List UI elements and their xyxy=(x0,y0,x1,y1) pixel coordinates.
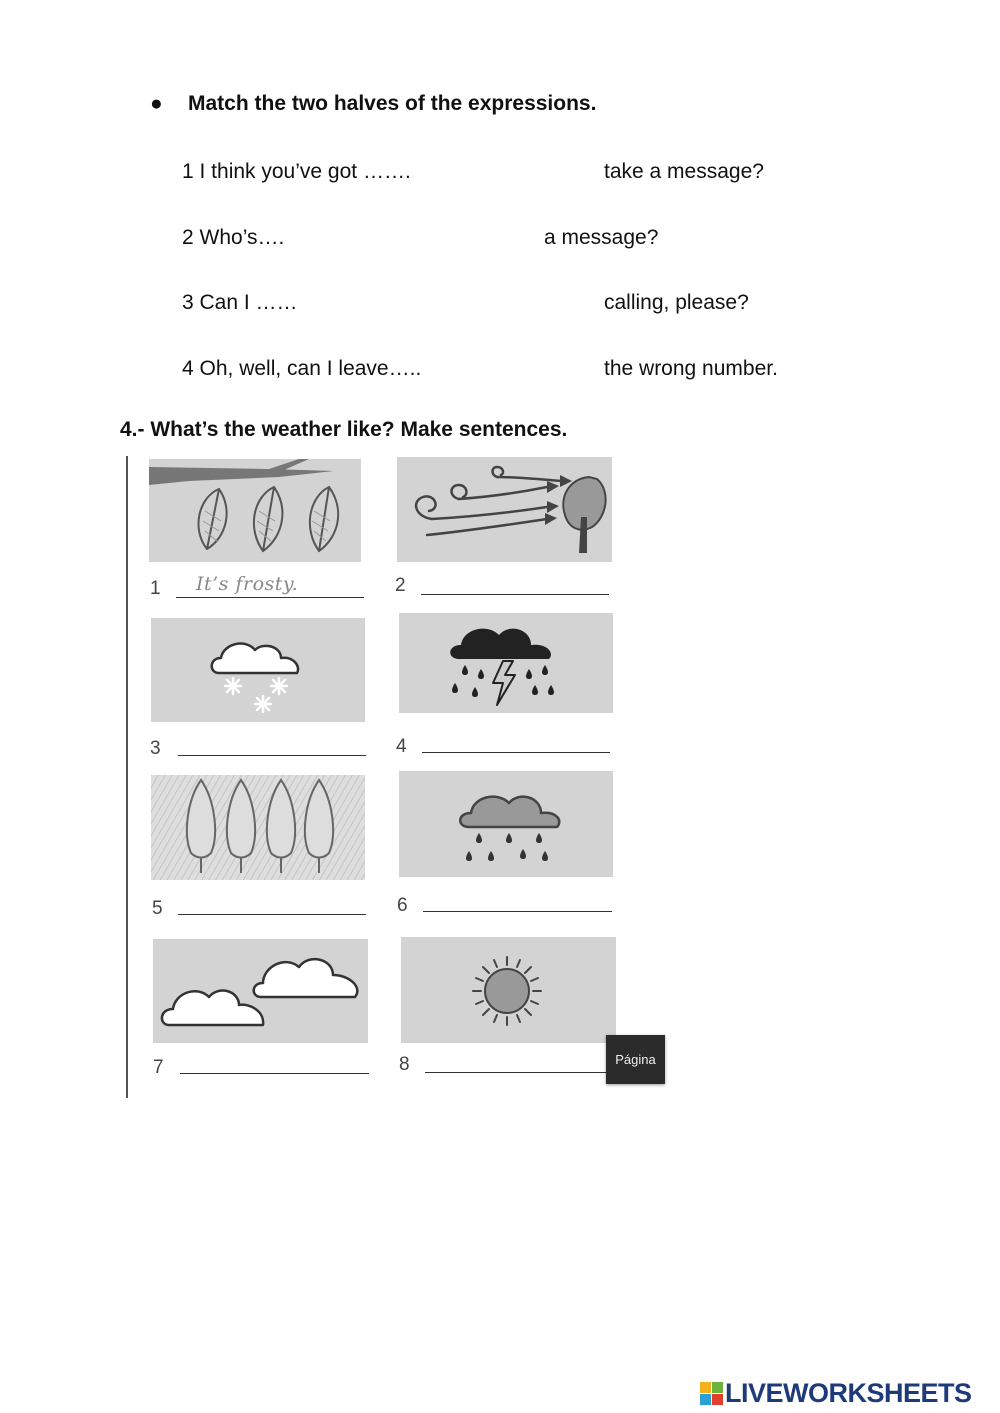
margin-rule xyxy=(126,456,128,1098)
answer-line-5[interactable] xyxy=(178,914,366,915)
match-right-2: a message? xyxy=(544,226,659,249)
frost-leaves-icon xyxy=(149,459,361,562)
match-left-2: 2 Who’s…. xyxy=(182,226,285,249)
fog-trees-icon xyxy=(151,775,365,880)
item-number-2: 2 xyxy=(395,575,406,596)
item-number-7: 7 xyxy=(153,1057,164,1078)
instruction-text: Match the two halves of the expressions. xyxy=(188,92,597,115)
section-title: 4.- What’s the weather like? Make sentences. xyxy=(120,418,568,441)
match-left-4: 4 Oh, well, can I leave….. xyxy=(182,357,422,380)
answer-line-1[interactable] xyxy=(176,597,364,598)
item-number-8: 8 xyxy=(399,1054,410,1075)
answer-line-6[interactable] xyxy=(423,911,612,912)
item-number-1: 1 xyxy=(150,578,161,599)
rain-cloud-icon xyxy=(399,771,613,877)
exercise-instruction xyxy=(150,92,596,116)
item-number-3: 3 xyxy=(150,738,161,759)
wind-icon xyxy=(397,457,612,562)
item-number-4: 4 xyxy=(396,736,407,757)
storm-icon xyxy=(399,613,613,713)
item-number-5: 5 xyxy=(152,898,163,919)
snow-cloud-icon xyxy=(151,618,365,722)
answer-line-3[interactable] xyxy=(178,755,366,756)
answer-1: It’s frosty. xyxy=(196,573,299,595)
logo-mark-icon xyxy=(700,1382,723,1405)
answer-line-8[interactable] xyxy=(425,1072,611,1073)
liveworksheets-logo[interactable] xyxy=(700,1378,972,1408)
answer-line-4[interactable] xyxy=(422,752,610,753)
sun-icon xyxy=(401,937,616,1043)
brand-name: LIVEWORKSHEETS xyxy=(725,1377,972,1408)
page-button[interactable]: Página xyxy=(606,1035,665,1084)
match-right-4: the wrong number. xyxy=(604,357,778,380)
clouds-icon xyxy=(153,939,368,1043)
answer-line-7[interactable] xyxy=(180,1073,369,1074)
item-number-6: 6 xyxy=(397,895,408,916)
match-left-1: 1 I think you’ve got ……. xyxy=(182,160,411,183)
bullet-icon: ● xyxy=(150,92,163,115)
answer-line-2[interactable] xyxy=(421,594,609,595)
match-right-1: take a message? xyxy=(604,160,764,183)
match-left-3: 3 Can I …… xyxy=(182,291,298,314)
match-right-3: calling, please? xyxy=(604,291,749,314)
